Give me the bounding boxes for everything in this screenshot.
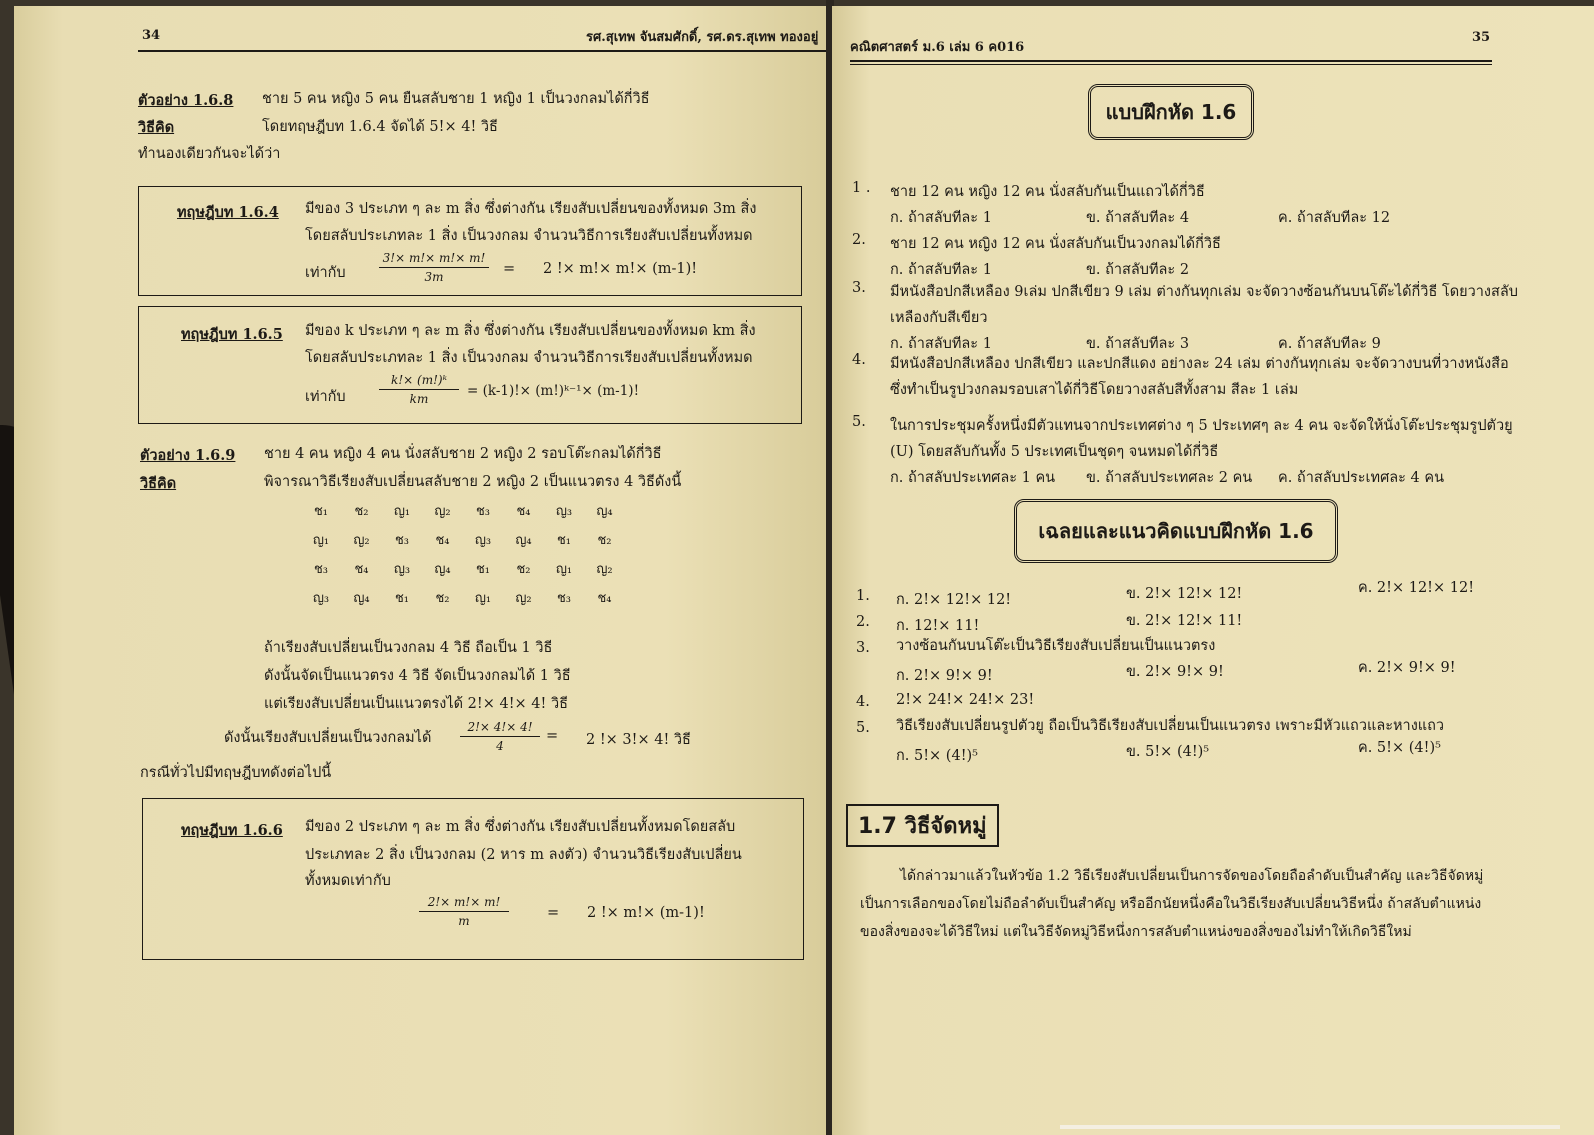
page-number-left: 34: [142, 28, 161, 43]
exercise-option: ข. ถ้าสลับทีละ 3: [1086, 336, 1190, 352]
exercise-number: 2.: [852, 232, 866, 248]
formula-result: = (k-1)!× (m!)ᵏ⁻¹× (m-1)!: [467, 383, 639, 399]
exercise-option: ค. ถ้าสลับทีละ 9: [1278, 336, 1381, 352]
numerator: 2!× 4!× 4!: [467, 720, 533, 734]
answer-number: 4.: [856, 694, 870, 710]
exercise-option: ค. ถ้าสลับประเทศละ 4 คน: [1278, 470, 1445, 486]
answer-option: ข. 2!× 12!× 11!: [1126, 613, 1243, 629]
exercise-text: ซึ่งทำเป็นรูปวงกลมรอบเสาได้กี่วิธีโดยวางสลับสีทั้งสาม สีละ 1 เล่ม: [890, 382, 1299, 398]
theorem-line: มีของ 3 ประเภท ๆ ละ m สิ่ง ซึ่งต่างกัน เรียงสับเปลี่ยนของทั้งหมด 3m สิ่ง: [305, 201, 757, 217]
answer-option: ข. 5!× (4!)⁵: [1126, 744, 1210, 760]
grid-cell: ช₂: [354, 504, 369, 519]
theorem-box: [138, 186, 802, 296]
exercise-text: มีหนังสือปกสีเหลือง 9เล่ม ปกสีเขียว 9 เล่ม ต่างกันทุกเล่ม จะจัดวางซ้อนกันบนโต๊ะได้กี่วิธี โดยวางสลับ: [890, 284, 1518, 300]
grid-cell: ญ₂: [434, 504, 451, 519]
exercise-text: ในการประชุมครั้งหนึ่งมีตัวแทนจากประเทศต่าง ๆ 5 ประเทศๆ ละ 4 คน จะจัดให้นั่งโต๊ะประชุมรูปตัวยู: [890, 418, 1513, 434]
fraction: [379, 373, 459, 406]
theorem-box: [138, 306, 802, 424]
denominator: 4: [496, 739, 504, 753]
grid-cell: ช₄: [597, 591, 612, 606]
answer-option: ข. 2!× 9!× 9!: [1126, 664, 1224, 680]
formula-result: 2 !× m!× m!× (m-1)!: [543, 261, 698, 277]
grid-cell: ญ₂: [596, 562, 613, 577]
explain-line: ถ้าเรียงสับเปลี่ยนเป็นวงกลม 4 วิธี ถือเป็น 1 วิธี: [264, 640, 553, 656]
grid-cell: ญ₄: [353, 591, 370, 606]
header-rule-right: [850, 60, 1492, 62]
formula-result: 2 !× 3!× 4! วิธี: [586, 732, 691, 748]
grid-cell: ญ₁: [555, 562, 573, 577]
theorem-line: ประเภทละ 2 สิ่ง เป็นวงกลม (2 หาร m ลงตัว) จำนวนวิธีเรียงสับเปลี่ยน: [305, 847, 742, 863]
theorem-label: ทฤษฎีบท 1.6.5: [181, 326, 283, 343]
right-page: [832, 6, 1594, 1135]
theorem-line: มีของ 2 ประเภท ๆ ละ m สิ่ง ซึ่งต่างกัน เรียงสับเปลี่ยนทั้งหมดโดยสลับ: [305, 819, 736, 835]
theorem-line: โดยสลับประเภทละ 1 สิ่ง เป็นวงกลม จำนวนวิธีการเรียงสับเปลี่ยนทั้งหมด: [305, 350, 753, 366]
answer-option: ค. 2!× 12!× 12!: [1358, 580, 1475, 596]
example-text: ชาย 4 คน หญิง 4 คน นั่งสลับชาย 2 หญิง 2 รอบโต๊ะกลมได้กี่วิธี: [264, 446, 662, 462]
denominator: 3m: [424, 270, 444, 284]
equals-label: เท่ากับ: [305, 265, 346, 281]
answer-option: ค. 2!× 9!× 9!: [1358, 660, 1456, 676]
denominator: m: [458, 914, 470, 928]
grid-cell: ญ₃: [474, 533, 492, 548]
grid-cell: ช₂: [516, 562, 531, 577]
theorem-label: ทฤษฎีบท 1.6.4: [177, 204, 279, 221]
exercise-option: ก. ถ้าสลับประเทศละ 1 คน: [890, 470, 1056, 486]
page-number-right: 35: [1472, 30, 1491, 45]
answer-option: ก. 5!× (4!)⁵: [896, 748, 978, 764]
answer-number: 3.: [856, 640, 870, 656]
exercise-number: 1 .: [852, 180, 871, 196]
exercise-option: ก. ถ้าสลับทีละ 1: [890, 210, 992, 226]
grid-cell: ช₄: [354, 562, 369, 577]
explain-line: แต่เรียงสับเปลี่ยนเป็นแนวตรงได้ 2!× 4!× 4! วิธี: [264, 696, 568, 712]
grid-cell: ญ₃: [393, 562, 411, 577]
equals-sign: =: [547, 905, 560, 921]
example-label: ตัวอย่าง 1.6.9: [140, 447, 236, 464]
answer-text: วางซ้อนกันบนโต๊ะเป็นวิธีเรียงสับเปลี่ยนเป็นแนวตรง: [896, 638, 1216, 654]
exercise-text: เหลืองกับสีเขียว: [890, 310, 988, 326]
example-text: ชาย 5 คน หญิง 5 คน ยืนสลับชาย 1 หญิง 1 เป็นวงกลมได้กี่วิธี: [262, 91, 650, 107]
grid-cell: ช₁: [313, 504, 329, 519]
answer-text: 2!× 24!× 24!× 23!: [896, 692, 1035, 708]
scan-edge-highlight: [1060, 1125, 1560, 1129]
numerator: k!× (m!)ᵏ: [391, 373, 447, 387]
explain-line: ดังนั้นเรียงสับเปลี่ยนเป็นวงกลมได้: [224, 730, 432, 746]
method-label: วิธีคิด: [140, 475, 177, 492]
exercise-option: ก. ถ้าสลับทีละ 1: [890, 262, 992, 278]
exercise-number: 5.: [852, 414, 866, 430]
answer-option: ค. 5!× (4!)⁵: [1358, 740, 1441, 756]
exercise-option: ข. ถ้าสลับทีละ 4: [1086, 210, 1190, 226]
denominator: km: [409, 392, 429, 406]
exercise-option: ก. ถ้าสลับทีละ 1: [890, 336, 992, 352]
grid-cell: ญ₃: [312, 591, 330, 606]
exercise-text: (U) โดยสลับกันทั้ง 5 ประเทศเป็นชุดๆ จนหมดได้กี่วิธี: [890, 444, 1219, 460]
grid-cell: ญ₁: [312, 533, 330, 548]
grid-cell: ญ₁: [393, 504, 411, 519]
answer-option: ก. 2!× 9!× 9!: [896, 668, 993, 684]
numerator: 2!× m!× m!: [427, 895, 501, 909]
fraction: [419, 895, 509, 928]
answer-number: 5.: [856, 720, 870, 736]
grid-cell: ช₄: [516, 504, 531, 519]
formula-result: 2 !× m!× (m-1)!: [587, 905, 705, 921]
theorem-line: โดยสลับประเภทละ 1 สิ่ง เป็นวงกลม จำนวนวิธีการเรียงสับเปลี่ยนทั้งหมด: [305, 228, 753, 244]
header-rule-left: [138, 50, 828, 52]
section-heading: 1.7 วิธีจัดหมู่: [846, 804, 999, 847]
grid-cell: ญ₃: [555, 504, 573, 519]
grid-cell: ช₃: [475, 504, 491, 519]
example-label: ตัวอย่าง 1.6.8: [138, 92, 234, 109]
exercise-option: ค. ถ้าสลับทีละ 12: [1278, 210, 1391, 226]
theorem-label: ทฤษฎีบท 1.6.6: [181, 822, 283, 839]
equals-sign: =: [546, 728, 559, 744]
exercise-option: ข. ถ้าสลับประเทศละ 2 คน: [1086, 470, 1253, 486]
exercise-text: ชาย 12 คน หญิง 12 คน นั่งสลับกันเป็นแถวได้กี่วิธี: [890, 184, 1205, 200]
method-text: พิจารณาวิธีเรียงสับเปลี่ยนสลับชาย 2 หญิง 2 เป็นแนวตรง 4 วิธีดังนี้: [264, 474, 682, 490]
explain-line: ดังนั้นจัดเป็นแนวตรง 4 วิธี จัดเป็นวงกลมได้ 1 วิธี: [264, 668, 571, 684]
running-header-left: รศ.สุเทพ จันสมศักดิ์, รศ.ดร.สุเทพ ทองอยู่: [586, 30, 819, 45]
grid-cell: ช₂: [597, 533, 612, 548]
grid-cell: ญ₄: [596, 504, 613, 519]
equals-sign: =: [503, 261, 516, 277]
grid-cell: ช₁: [475, 562, 491, 577]
exercise-number: 3.: [852, 280, 866, 296]
exercise-text: ชาย 12 คน หญิง 12 คน นั่งสลับกันเป็นวงกลมได้กี่วิธี: [890, 236, 1221, 252]
fraction: [460, 720, 540, 753]
equals-label: เท่ากับ: [305, 389, 346, 405]
answer-option: ก. 12!× 11!: [896, 618, 980, 634]
grid-cell: ช₁: [394, 591, 410, 606]
running-header-right: คณิตศาสตร์ ม.6 เล่ม 6 ค016: [850, 40, 1025, 55]
theorem-line: มีของ k ประเภท ๆ ละ m สิ่ง ซึ่งต่างกัน เรียงสับเปลี่ยนของทั้งหมด km สิ่ง: [305, 323, 756, 339]
answer-option: ก. 2!× 12!× 12!: [896, 592, 1012, 608]
header-rule-right-2: [850, 64, 1492, 65]
grid-cell: ช₃: [394, 533, 410, 548]
answer-number: 2.: [856, 614, 870, 630]
grid-cell: ช₃: [556, 591, 572, 606]
theorem-box: [142, 798, 804, 960]
method-text: โดยทฤษฎีบท 1.6.4 จัดได้ 5!× 4! วิธี: [262, 119, 498, 135]
fraction: [379, 251, 489, 284]
grid-cell: ญ₄: [515, 533, 532, 548]
grid-cell: ญ₂: [353, 533, 370, 548]
answer-number: 1.: [856, 588, 870, 604]
grid-cell: ช₁: [556, 533, 572, 548]
numerator: 3!× m!× m!× m!: [382, 251, 486, 265]
exercise-number: 4.: [852, 352, 866, 368]
theorem-line: ทั้งหมดเท่ากับ: [305, 873, 391, 889]
grid-cell: ญ₁: [474, 591, 492, 606]
general-case-text: กรณีทั่วไปมีทฤษฎีบทดังต่อไปนี้: [140, 765, 332, 781]
answers-title: เฉลยและแนวคิดแบบฝึกหัด 1.6: [1014, 499, 1338, 563]
answer-option: ข. 2!× 12!× 12!: [1126, 586, 1243, 602]
exercise-text: มีหนังสือปกสีเหลือง ปกสีเขียว และปกสีแดง อย่างละ 24 เล่ม ต่างกันทุกเล่ม จะจัดวางบนที่วางหนังสือ: [890, 356, 1509, 372]
grid-cell: ช₂: [435, 591, 450, 606]
exercise-option: ข. ถ้าสลับทีละ 2: [1086, 262, 1190, 278]
answer-text: วิธีเรียงสับเปลี่ยนรูปตัวยู ถือเป็นวิธีเรียงสับเปลี่ยนเป็นแนวตรง เพราะมีหัวแถวและหางแถว: [896, 718, 1445, 734]
continue-text: ทำนองเดียวกันจะได้ว่า: [138, 146, 281, 162]
grid-cell: ช₃: [313, 562, 329, 577]
method-label: วิธีคิด: [138, 119, 175, 136]
left-page: [14, 6, 828, 1135]
grid-cell: ญ₂: [515, 591, 532, 606]
exercise-title: แบบฝึกหัด 1.6: [1088, 84, 1254, 140]
section-paragraph: ได้กล่าวมาแล้วในหัวข้อ 1.2 วิธีเรียงสับเปลี่ยนเป็นการจัดของโดยถือลำดับเป็นสำคัญ และวิธีจัดหมู่เป็นการเลือกของโดยไม่ถือลำดับเป็นสำคัญ หรืออีกนัยหนึ่งคือในวิธีเรียงสับเปลี่ยนวิธีหนึ่ง ถ้าสลับตำแหน่งของสิ่งของจะได้วิธีใหม่ แต่ในวิธีจัดหมู่วิธีหนึ่งการสลับตำแหน่งของสิ่งของไม่ทำให้เกิดวิธีใหม่: [860, 868, 1484, 940]
grid-cell: ช₄: [435, 533, 450, 548]
grid-cell: ญ₄: [434, 562, 451, 577]
